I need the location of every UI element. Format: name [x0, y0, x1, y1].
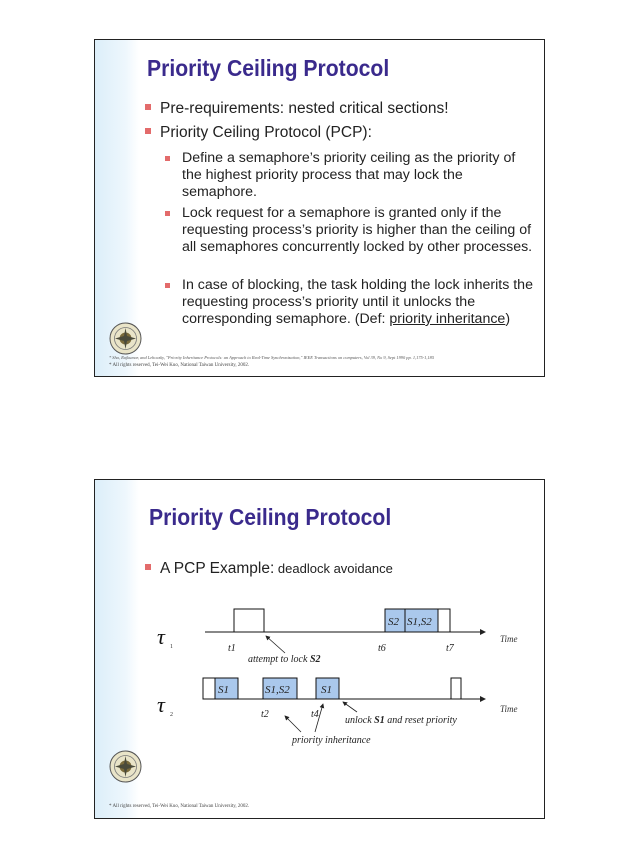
reference-footnote: * Sha, Rajkumar, and Lehoczky, "Priority Inheritance Protocols: an Approach to Real-Time Synchronization," IEEE Transactions on computers, Vol 39, No 9, Sept 1990 pp. 1,175-1,185	[109, 355, 435, 360]
priority-inheritance-link[interactable]: priority inheritance	[389, 311, 506, 327]
box-label-s2: S2	[388, 616, 399, 628]
unlock-arrow	[343, 702, 357, 712]
task2-subscript: 2	[170, 712, 173, 718]
box-label-s1s2-bottom: S1,S2	[265, 684, 290, 696]
pcp-timing-diagram	[95, 480, 544, 780]
square-bullet-icon	[145, 128, 151, 134]
university-seal-logo	[109, 322, 142, 355]
slide-2	[94, 479, 545, 819]
bullet-pcp: Priority Ceiling Protocol (PCP):	[145, 124, 372, 142]
slide-1	[94, 39, 545, 377]
time-label-1: Time	[500, 634, 518, 644]
task1-subscript: 1	[170, 644, 173, 650]
task2-start-box	[203, 678, 215, 699]
sub-bullet-blocking: In case of blocking, the task holding the lock inherits the requesting process’s priority until it unlocks the corresponding semaphore. (Def: priority inheritance)	[165, 277, 535, 328]
bullet-pcp-example: A PCP Example: deadlock avoidance	[145, 560, 393, 578]
box-label-s1: S1	[218, 684, 229, 696]
task1-label: τ	[157, 624, 165, 649]
time-mark-t2: t2	[261, 709, 269, 720]
task1-final-box	[438, 609, 450, 632]
time-mark-t4: t4	[311, 709, 319, 720]
square-bullet-icon	[145, 104, 151, 110]
time-mark-t7: t7	[446, 643, 454, 654]
time-label-2: Time	[500, 704, 518, 714]
time-mark-t1: t1	[228, 643, 236, 654]
box-label-s1s2-top: S1,S2	[407, 616, 432, 628]
copyright-footer: * All rights reserved, Tei-Wei Kuo, National Taiwan University, 2002.	[109, 804, 250, 809]
time-mark-t6: t6	[378, 643, 386, 654]
sub-bullet-lock-request: Lock request for a semaphore is granted only if the requesting process’s priority is higher than the ceiling of all semaphores concurrently locked by other processes.	[165, 205, 535, 256]
box-label-s1-third: S1	[321, 684, 332, 696]
square-bullet-icon	[165, 283, 170, 288]
task2-label: τ	[157, 692, 165, 717]
task1-execution-box	[234, 609, 264, 632]
sub-bullet-ceiling-definition: Define a semaphore’s priority ceiling as the priority of the highest priority process that may lock the semaphore.	[165, 150, 535, 201]
annotation-attempt-lock: attempt to lock S2	[248, 654, 321, 665]
slide-1-title: Priority Ceiling Protocol	[147, 55, 390, 81]
task2-final-box	[451, 678, 461, 699]
bullet-prerequirements: Pre-requirements: nested critical sections!	[145, 100, 449, 118]
annotation-unlock-reset: unlock S1 and reset priority	[345, 715, 457, 726]
attempt-arrow	[266, 636, 285, 653]
square-bullet-icon	[165, 211, 170, 216]
slide-2-title: Priority Ceiling Protocol	[149, 504, 392, 530]
copyright-footer: * All rights reserved, Tei-Wei Kuo, National Taiwan University, 2002.	[109, 363, 250, 368]
square-bullet-icon	[165, 156, 170, 161]
university-seal-logo	[109, 750, 142, 783]
inheritance-arrow-left	[285, 716, 301, 732]
annotation-priority-inheritance: priority inheritance	[292, 735, 371, 746]
